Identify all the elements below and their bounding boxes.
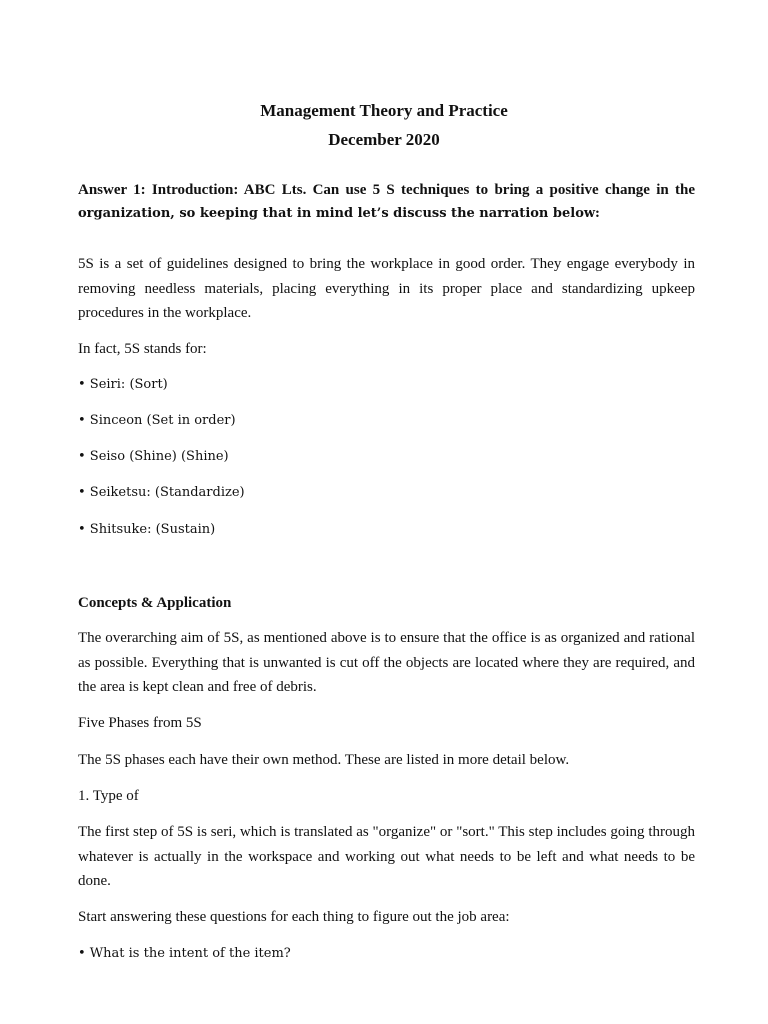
paragraph-five-phases: Five Phases from 5S: [78, 715, 202, 731]
paragraph-overarching-aim: The overarching aim of 5S, as mentioned above is to ensure that the office is as organized and rational as possible. Everything that is unwanted is cut off the objects are located where they are required, and the area is kept clean and free of debris.: [78, 630, 695, 695]
paragraph-5s-stands-for: In fact, 5S stands for:: [78, 341, 207, 357]
bullet-seiketsu: • Seiketsu: (Standardize): [78, 485, 245, 500]
bullet-seiso: • Seiso (Shine) (Shine): [78, 449, 229, 464]
bullet-sinceon: • Sinceon (Set in order): [78, 413, 236, 428]
paragraph-5s-definition: 5S is a set of guidelines designed to bring the workplace in good order. They engage everybody in removing needless materials, placing everything in its proper place and standardizing upkeep procedures in the workplace.: [78, 256, 695, 321]
answer-intro-line-1: Answer 1: Introduction: ABC Lts. Can use 5 S techniques to bring a positive change in the: [78, 182, 695, 198]
paragraph-questions: Start answering these questions for each thing to figure out the job area:: [78, 909, 510, 925]
answer-intro-paragraph: [78, 178, 695, 226]
bullet-intent-of-item: • What is the intent of the item?: [78, 946, 291, 961]
paragraph-type-of: 1. Type of: [78, 788, 139, 804]
bullet-seiri: • Seiri: (Sort): [78, 377, 168, 392]
paragraph-first-step: The first step of 5S is seri, which is translated as "organize" or "sort." This step includes going through whatever is actually in the workspace and working out what needs to be left and what needs to be done.: [78, 824, 695, 889]
bullet-shitsuke: • Shitsuke: (Sustain): [78, 522, 216, 537]
answer-intro-line-2: organization, so keeping that in mind let’s discuss the narration below:: [78, 206, 600, 221]
section-heading-concepts: Concepts & Application: [78, 595, 232, 611]
document-title: Management Theory and Practice: [260, 101, 508, 120]
document-subtitle: December 2020: [328, 130, 440, 149]
paragraph-phases-method: The 5S phases each have their own method. These are listed in more detail below.: [78, 752, 570, 768]
